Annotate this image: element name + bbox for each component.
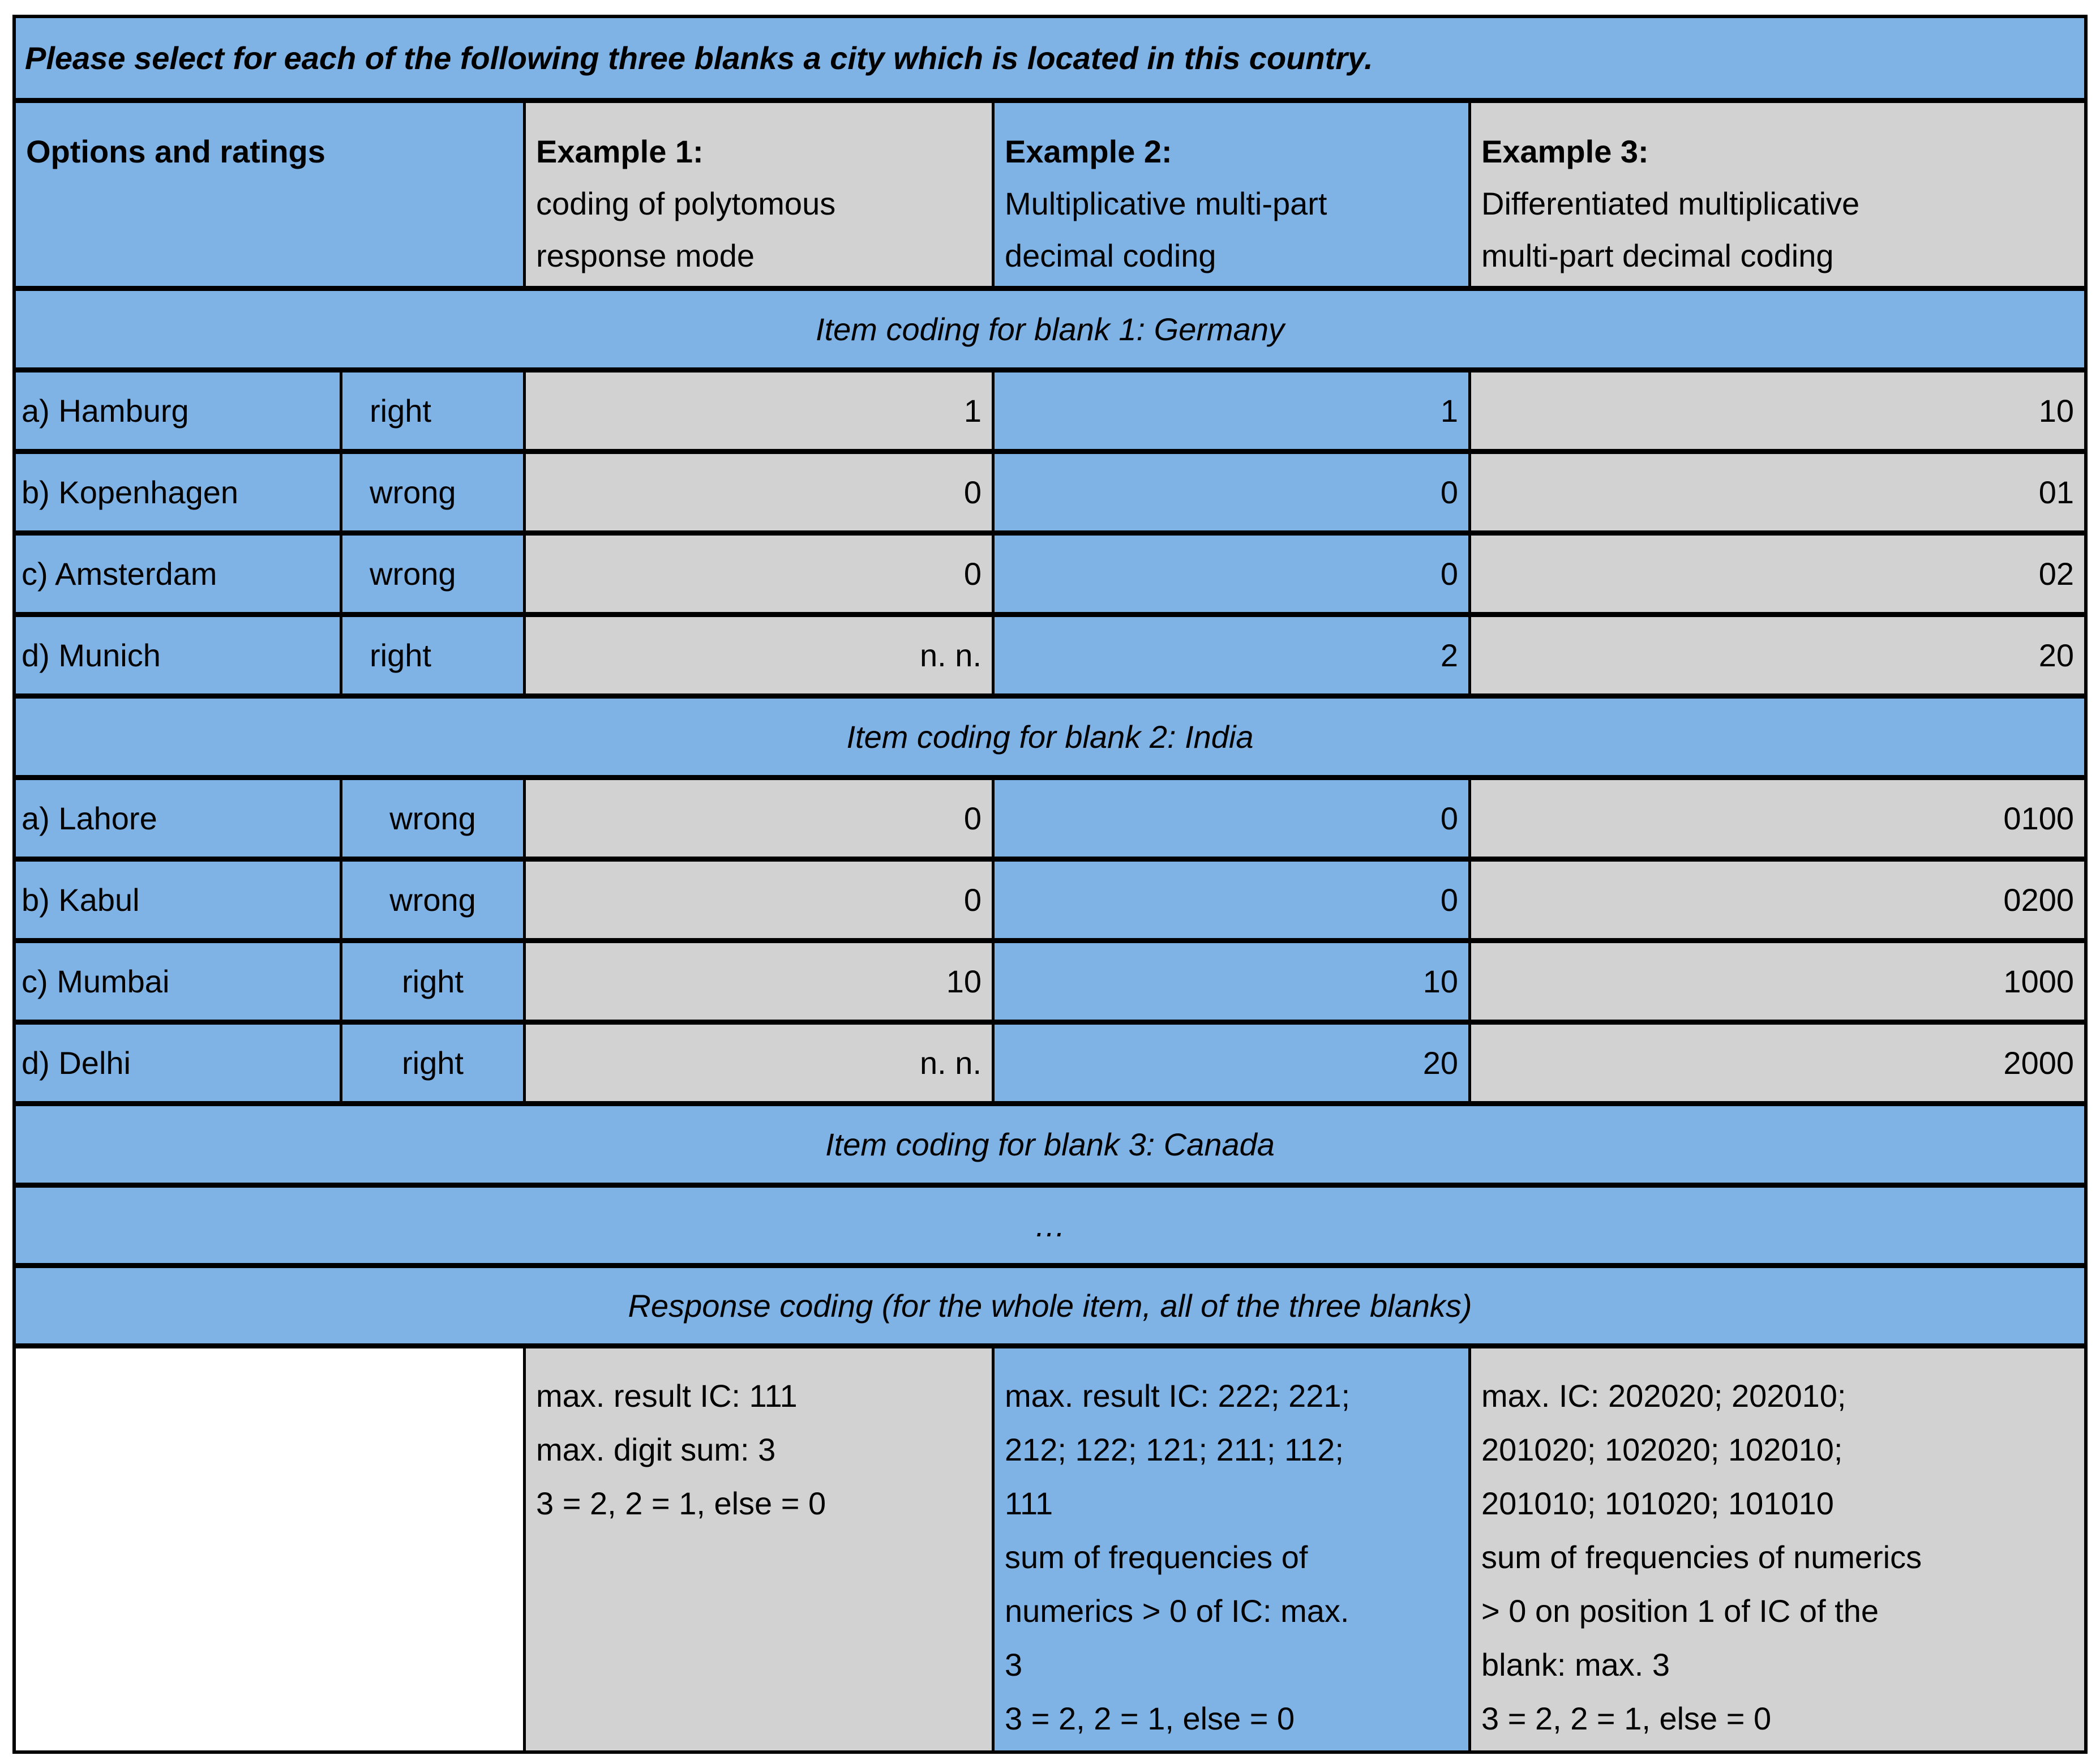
example-2-label: Example 2: (1005, 134, 1172, 169)
example-2-code: 0 (995, 862, 1471, 943)
example-2-code: 0 (995, 780, 1471, 862)
ellipsis-row: … (16, 1188, 2084, 1268)
options-ratings-label: Options and ratings (26, 134, 325, 169)
example-3-response-coding (1471, 1348, 2084, 1750)
coding-table (12, 15, 2088, 1754)
option-label: a) Hamburg (16, 373, 342, 454)
option-label: b) Kopenhagen (16, 454, 342, 536)
response-line: sum of frequencies of numerics (1481, 1539, 1922, 1575)
option-label: d) Munich (16, 617, 342, 699)
example-2-desc-line: Multiplicative multi-part (1005, 186, 1327, 221)
rating: wrong (342, 780, 526, 862)
response-line: 212; 122; 121; 211; 112; (1005, 1432, 1344, 1467)
example-3-code: 2000 (1471, 1025, 2084, 1106)
response-line: blank: max. 3 (1481, 1647, 1670, 1682)
option-label: a) Lahore (16, 780, 342, 862)
example-2-code: 0 (995, 454, 1471, 536)
example-2-code: 1 (995, 373, 1471, 454)
response-line: max. digit sum: 3 (536, 1432, 776, 1467)
example-3-code: 1000 (1471, 943, 2084, 1025)
option-label: d) Delhi (16, 1025, 342, 1106)
response-line: > 0 on position 1 of IC of the (1481, 1593, 1879, 1629)
response-line: 3 = 2, 2 = 1, else = 0 (1005, 1701, 1295, 1736)
rating: right (342, 943, 526, 1025)
response-line: max. result IC: 111 (536, 1378, 798, 1414)
example-3-code: 20 (1471, 617, 2084, 699)
rating: wrong (342, 862, 526, 943)
example-1-header (526, 103, 995, 291)
example-2-header (995, 103, 1471, 291)
example-2-code: 20 (995, 1025, 1471, 1106)
rating: wrong (342, 454, 526, 536)
example-1-response-coding (526, 1348, 995, 1750)
response-line: 3 = 2, 2 = 1, else = 0 (1481, 1701, 1772, 1736)
example-2-code: 10 (995, 943, 1471, 1025)
example-1-code: n. n. (526, 1025, 995, 1106)
response-line: 3 (1005, 1647, 1023, 1682)
example-1-label: Example 1: (536, 134, 704, 169)
example-3-desc-line: Differentiated multiplicative (1481, 186, 1860, 221)
example-3-code: 0100 (1471, 780, 2084, 862)
response-line: max. IC: 202020; 202010; (1481, 1378, 1846, 1414)
example-1-desc-line: coding of polytomous (536, 186, 836, 221)
example-3-label: Example 3: (1481, 134, 1649, 169)
example-3-desc-line: multi-part decimal coding (1481, 238, 1834, 273)
example-3-code: 02 (1471, 536, 2084, 617)
example-3-code: 01 (1471, 454, 2084, 536)
example-1-code: n. n. (526, 617, 995, 699)
response-line: sum of frequencies of (1005, 1539, 1308, 1575)
example-1-code: 0 (526, 862, 995, 943)
example-1-code: 1 (526, 373, 995, 454)
options-ratings-header (16, 103, 526, 291)
response-line: 111 (1005, 1485, 1053, 1521)
response-line: 3 = 2, 2 = 1, else = 0 (536, 1485, 826, 1521)
option-label: c) Amsterdam (16, 536, 342, 617)
response-line: max. result IC: 222; 221; (1005, 1378, 1351, 1414)
rating: wrong (342, 536, 526, 617)
table-title: Please select for each of the following three blanks a city which is located in this country. (16, 18, 2084, 103)
example-3-code: 10 (1471, 373, 2084, 454)
response-line: 201020; 102020; 102010; (1481, 1432, 1843, 1467)
example-1-code: 0 (526, 780, 995, 862)
example-1-code: 0 (526, 536, 995, 617)
response-line: numerics > 0 of IC: max. (1005, 1593, 1349, 1629)
example-2-desc-line: decimal coding (1005, 238, 1216, 273)
example-3-code: 0200 (1471, 862, 2084, 943)
response-coding-heading: Response coding (for the whole item, all of the three blanks) (16, 1268, 2084, 1348)
option-label: c) Mumbai (16, 943, 342, 1025)
response-line: 201010; 101020; 101010 (1481, 1485, 1834, 1521)
example-3-header (1471, 103, 2084, 291)
section-heading-blank-3: Item coding for blank 3: Canada (16, 1106, 2084, 1188)
example-1-code: 10 (526, 943, 995, 1025)
option-label: b) Kabul (16, 862, 342, 943)
example-2-response-coding (995, 1348, 1471, 1750)
example-1-code: 0 (526, 454, 995, 536)
example-2-code: 0 (995, 536, 1471, 617)
empty-cell (16, 1348, 526, 1750)
section-heading-blank-2: Item coding for blank 2: India (16, 699, 2084, 780)
section-heading-blank-1: Item coding for blank 1: Germany (16, 291, 2084, 373)
rating: right (342, 373, 526, 454)
example-1-desc-line: response mode (536, 238, 755, 273)
example-2-code: 2 (995, 617, 1471, 699)
rating: right (342, 617, 526, 699)
rating: right (342, 1025, 526, 1106)
